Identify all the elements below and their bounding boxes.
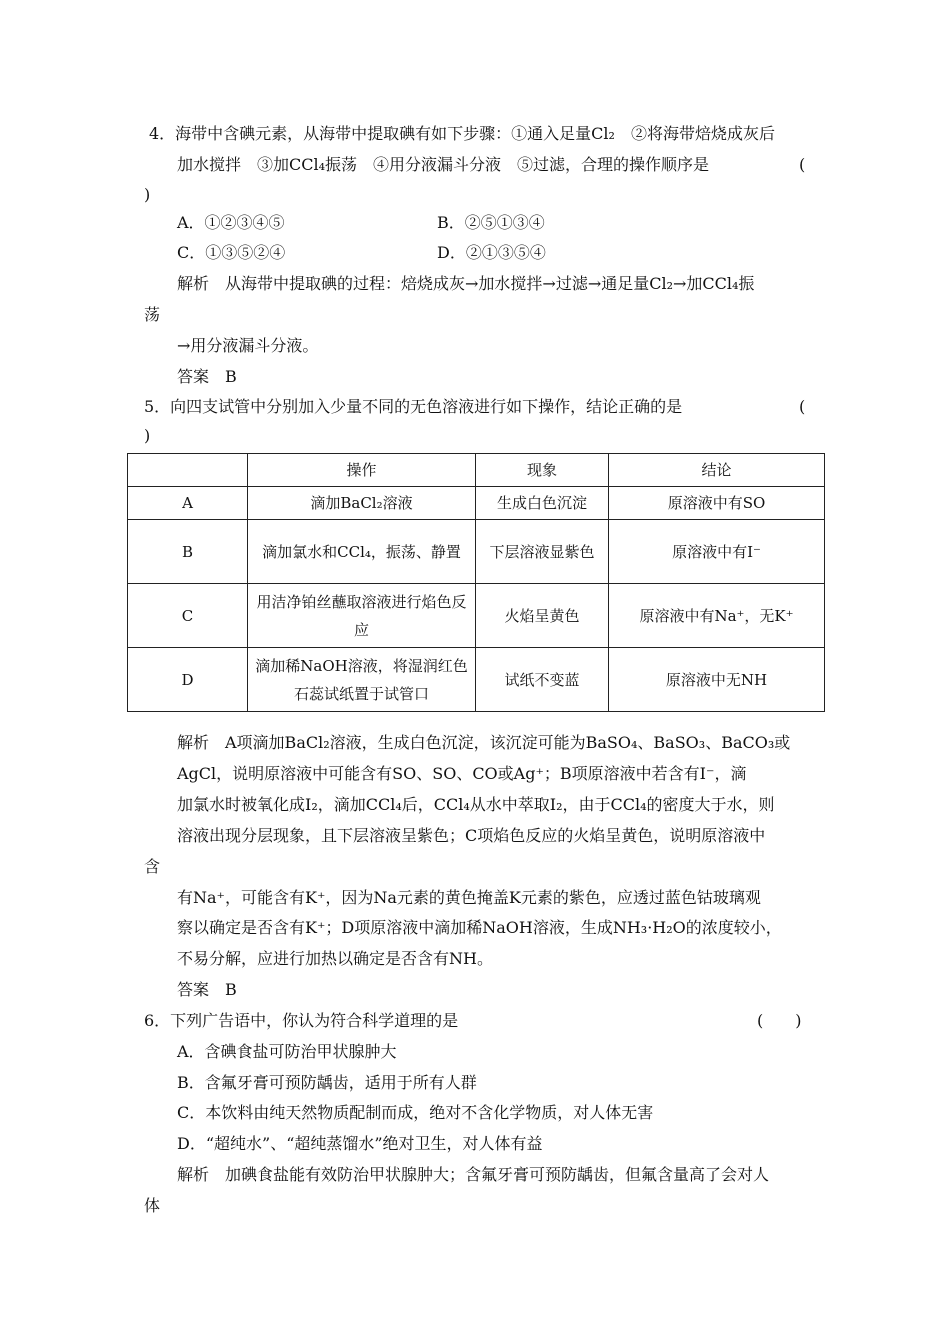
q4-analysis-line1: 解析 从海带中提取碘的过程：焙烧成灰→加水搅拌→过滤→通足量Cl₂→加CCl₄振 bbox=[177, 274, 755, 293]
q5-analysis-line5: 含 bbox=[144, 857, 161, 876]
q5-analysis-line6: 有Na⁺，可能含有K⁺，因为Na元素的黄色掩盖K元素的紫色，应透过蓝色钴玻璃观 bbox=[177, 888, 761, 907]
table-header-cell: 现象 bbox=[476, 454, 609, 487]
table-cell: 原溶液中有SO bbox=[609, 487, 825, 520]
table-cell: A bbox=[128, 487, 248, 520]
q6-option-b: B．含氟牙膏可预防龋齿，适用于所有人群 bbox=[177, 1073, 477, 1092]
table-cell: 生成白色沉淀 bbox=[476, 487, 609, 520]
table-cell: 火焰呈黄色 bbox=[476, 584, 609, 648]
q5-analysis-line3: 加氯水时被氧化成I₂，滴加CCl₄后，CCl₄从水中萃取I₂，由于CCl₄的密度大于水，则 bbox=[177, 795, 775, 814]
table-cell: D bbox=[128, 648, 248, 712]
table-cell: 下层溶液显紫色 bbox=[476, 520, 609, 584]
q4-stem-line1: 4．海带中含碘元素，从海带中提取碘有如下步骤：①通入足量Cl₂ ②将海带焙烧成灰后 bbox=[149, 124, 775, 143]
table-cell: 滴加稀NaOH溶液，将湿润红色石蕊试纸置于试管口 bbox=[248, 648, 476, 712]
q6-option-d: D．“超纯水”、“超纯蒸馏水”绝对卫生，对人体有益 bbox=[177, 1134, 543, 1153]
table-header-cell: 操作 bbox=[248, 454, 476, 487]
table-header-row bbox=[128, 454, 825, 487]
q5-answer-paren-close: ) bbox=[144, 426, 151, 445]
table-row bbox=[128, 648, 825, 712]
q4-answer: 答案 B bbox=[177, 367, 237, 386]
q4-analysis-line3: →用分液漏斗分液。 bbox=[177, 336, 319, 355]
table-cell: B bbox=[128, 520, 248, 584]
q4-answer-paren-close: ) bbox=[144, 185, 151, 204]
q5-answer-paren-open: ( bbox=[799, 397, 806, 416]
q5-analysis-line4: 溶液出现分层现象，且下层溶液呈紫色；C项焰色反应的火焰呈黄色，说明原溶液中 bbox=[177, 826, 766, 845]
q6-option-c: C．本饮料由纯天然物质配制而成，绝对不含化学物质，对人体无害 bbox=[177, 1103, 654, 1122]
q4-stem-line2: 加水搅拌 ③加CCl₄振荡 ④用分液漏斗分液 ⑤过滤，合理的操作顺序是 bbox=[177, 155, 710, 174]
q6-analysis-line2: 体 bbox=[144, 1196, 161, 1215]
q4-option-d: D．②①③⑤④ bbox=[437, 243, 546, 262]
q5-stem: 5．向四支试管中分别加入少量不同的无色溶液进行如下操作，结论正确的是 bbox=[144, 397, 683, 416]
table-cell: 用洁净铂丝蘸取溶液进行焰色反应 bbox=[248, 584, 476, 648]
q4-option-c: C．①③⑤②④ bbox=[177, 243, 286, 262]
q5-analysis-line1: 解析 A项滴加BaCl₂溶液，生成白色沉淀，该沉淀可能为BaSO₄、BaSO₃、BaCO₃或 bbox=[177, 733, 791, 752]
q6-option-a: A．含碘食盐可防治甲状腺肿大 bbox=[177, 1042, 397, 1061]
q4-answer-paren-open: ( bbox=[799, 155, 806, 174]
table-cell: C bbox=[128, 584, 248, 648]
q6-stem: 6．下列广告语中，你认为符合科学道理的是 bbox=[144, 1011, 459, 1030]
q4-option-a: A．①②③④⑤ bbox=[177, 213, 285, 232]
table-cell: 原溶液中有Na⁺，无K⁺ bbox=[609, 584, 825, 648]
q5-analysis-line8: 不易分解，应进行加热以确定是否含有NH。 bbox=[177, 949, 493, 968]
q6-analysis-line1: 解析 加碘食盐能有效防治甲状腺肿大；含氟牙膏可预防龋齿，但氟含量高了会对人 bbox=[177, 1165, 770, 1184]
table-row bbox=[128, 520, 825, 584]
table-row bbox=[128, 487, 825, 520]
table-header-cell: 结论 bbox=[609, 454, 825, 487]
q5-analysis-line2: AgCl，说明原溶液中可能含有SO、SO、CO或Ag⁺；B项原溶液中若含有I⁻，滴 bbox=[177, 764, 747, 783]
table-cell: 原溶液中无NH bbox=[609, 648, 825, 712]
table-header-cell bbox=[128, 454, 248, 487]
table-cell: 原溶液中有I⁻ bbox=[609, 520, 825, 584]
table-cell: 试纸不变蓝 bbox=[476, 648, 609, 712]
q4-option-b: B．②⑤①③④ bbox=[437, 213, 545, 232]
q5-analysis-line7: 察以确定是否含有K⁺；D项原溶液中滴加稀NaOH溶液，生成NH₃·H₂O的浓度较小， bbox=[177, 918, 782, 937]
table-cell: 滴加BaCl₂溶液 bbox=[248, 487, 476, 520]
table-cell: 滴加氯水和CCl₄，振荡、静置 bbox=[248, 520, 476, 584]
experiment-table bbox=[127, 453, 825, 712]
q5-answer: 答案 B bbox=[177, 980, 237, 999]
table-row bbox=[128, 584, 825, 648]
q4-analysis-line2: 荡 bbox=[144, 305, 161, 324]
q6-answer-paren: ( ) bbox=[757, 1011, 802, 1030]
